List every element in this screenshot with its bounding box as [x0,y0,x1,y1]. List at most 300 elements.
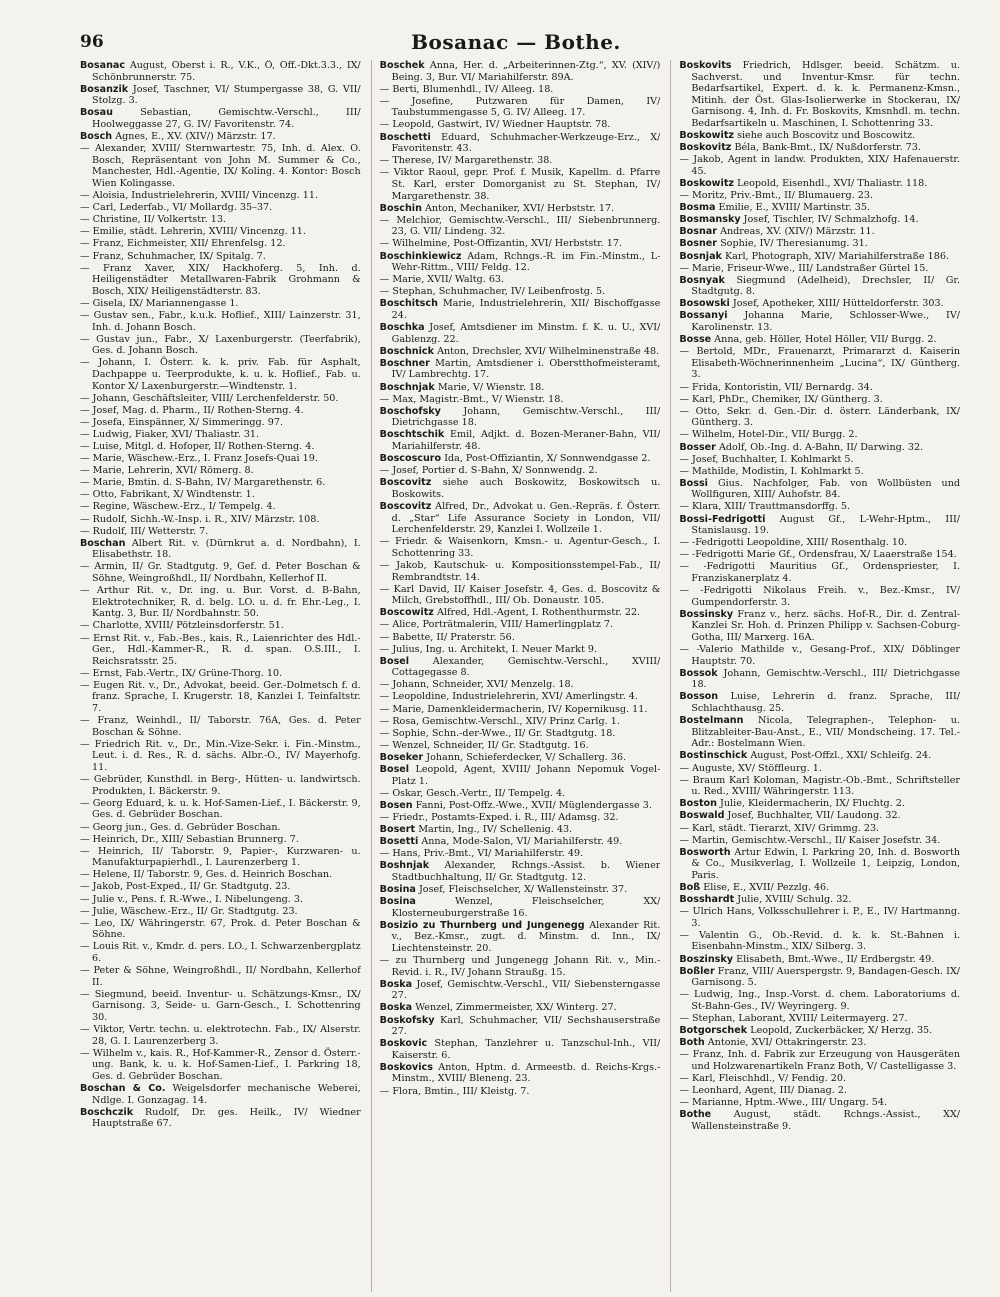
entry-text: — Ludwig, Fiaker, XVI/ Thaliastr. 31. [80,428,260,440]
entry-text: Josef, Tischler, IV/ Schmalzhofg. 14. [743,214,919,226]
directory-entry [80,881,361,893]
entry-text: Josef, Amtsdiener im Minstm. f. K. u. U., XVI/ Gablenzg. 22. [391,322,661,345]
directory-entry [679,930,960,953]
entry-text: Wenzel, Fleischselcher, XX/ Klosterneuburgerstraße 16. [391,896,661,919]
directory-entry [679,1025,960,1037]
entry-text: Stephan, Tanzlehrer u. Tanzschul-Inh., VII/ Kaiserstr. 6. [391,1038,661,1061]
directory-entry [80,989,361,1024]
directory-entry [80,798,361,821]
directory-entry [679,142,960,154]
directory-entry [679,954,960,966]
entry-text: Emilie, E., XVIII/ Martinstr. 35. [718,202,871,214]
entry-text: Béla, Bank-Bmt., IX/ Nußdorferstr. 73. [734,142,921,154]
directory-entry [380,632,661,644]
entry-text: — Louis Rit. v., Kmdr. d. pers. LO., I. Schwarzenbergplatz 6. [80,941,361,965]
entry-surname: Boßler [679,965,715,977]
entry-text: August, Post-Offzl., XXI/ Schleifg. 24. [750,750,932,762]
entry-surname: Bostinschick [679,750,748,762]
directory-entry [380,619,661,631]
entry-text: Friedrich, Hdlsger. beeid. Schätzm. u. Sachverst. und Inventur-Kmsr. für techn. Bedarfsartikel, Expert. d. k. k. Permanenz-Kmsn., Mitinh. der Öst. Glas-Isolierwerke in Stockerau, IX/ Garnisong. 4, Inh. d. Fr. Boskovits, Kmsnhdl. m. techn. Bedarfsartikeln u. Maschinen, I. Schottenring 33. [691,60,961,129]
entry-text: Karl, Photograph, XIV/ Mariahilferstraße 186. [725,250,950,262]
directory-entry [679,668,960,691]
directory-entry [80,906,361,918]
entry-text: Franz, VIII/ Auerspergstr. 9, Bandagen-Gesch. IX/ Garnisong. 5. [691,965,960,989]
entry-text: — Siegmund, beeid. Inventur- u. Schätzungs-Kmsr., IX/ Garnisong. 3, Seide- u. Garn-Gesch., I. Schottenring 30. [80,988,361,1023]
entry-text: — Auguste, XV/ Stöffleurg. 1. [679,762,822,774]
entry-text: — Josef, Mag. d. Pharm., II/ Rothen-Sterng. 4. [80,404,304,416]
directory-entry [80,514,361,526]
entry-surname: Boschner [379,357,430,369]
directory-entry [380,764,661,787]
directory-entry [80,429,361,441]
entry-text: — Rosa, Gemischtw.-Verschl., XIV/ Prinz Carlg. 1. [379,715,620,727]
entry-surname: Bosen [379,799,413,811]
entry-text: — Leopoldine, Industrielehrerin, XVI/ Amerlingstr. 4. [379,691,638,703]
directory-entry [80,668,361,680]
directory-entry [380,251,661,274]
entry-text: — Marie, Bmtin. d. S-Bahn, IV/ Margarethenstr. 6. [80,477,326,489]
directory-entry [380,656,661,679]
directory-entry [679,750,960,762]
directory-entry [679,251,960,263]
entry-text: Elise, E., XVII/ Pezzlg. 46. [703,881,830,893]
entry-text: — Franz, Eichmeister, XII/ Ehrenfelsg. 12. [80,238,286,250]
directory-entry [80,84,361,107]
entry-text: — Hans, Priv.-Bmt., VI/ Mariahilferstr. 49. [379,848,584,860]
entry-text: Anton, Drechsler, XVI/ Wilhelminenstraße 48. [437,345,660,357]
entry-text: — Wilhelmine, Post-Offizantin, XVI/ Herbststr. 17. [379,238,623,250]
directory-entry [679,1037,960,1049]
entry-text: Emil, Adjkt. d. Bozen-Meraner-Bahn, VII/ Mariahilferstr. 48. [391,429,661,452]
directory-entry [380,860,661,883]
entry-text: — Martin, Gemischtw.-Verschl., II/ Kaiser Josefstr. 34. [679,834,941,846]
directory-entry [380,84,661,96]
directory-entry [80,131,361,143]
directory-entry [80,251,361,263]
entry-surname: Bosel [379,655,410,667]
directory-entry [380,1038,661,1061]
directory-entry [679,763,960,775]
entry-surname: Boschan & Co. [80,1083,166,1095]
directory-entry [679,334,960,346]
directory-entry [80,143,361,189]
entry-text: Sophie, IV/ Theresianumg. 31. [720,238,868,250]
entry-text: Alexander, Gemischtw.-Verschl., XVIII/ Cottagegasse 8. [391,655,661,679]
entry-text: — Viktor Raoul, gepr. Prof. f. Musik, Kapellm. d. Pfarre St. Karl, erster Domorganist zu St. Stephan, IV/ Margarethenstr. 38. [379,167,661,202]
entry-surname: Bosnjak [679,250,722,262]
directory-entry [80,941,361,964]
entry-text: Albert Rit. v. (Dürnkrut a. d. Nordbahn), I. Elisabethstr. 18. [92,537,361,561]
directory-entry [80,869,361,881]
directory-entry [380,465,661,477]
directory-entry [679,60,960,130]
entry-text: — Stephan, Schuhmacher, IV/ Leibenfrostg. 5. [379,286,606,298]
entry-text: Anna, Mode-Salon, VI/ Mariahilferstr. 49. [421,836,623,848]
entry-text: August, Oberst i. R., V.K., Ö, Off.-Dkt.3.3., IX/ Schönbrunnerstr. 75. [92,60,361,83]
entry-surname: Boschetti [379,131,431,143]
entry-text: Sebastian, Gemischtw.-Verschl., III/ Hoolweggasse 27, G. IV/ Favoritenstr. 74. [92,107,361,130]
entry-text: — Rudolf, Sichh.-W.-Insp. i. R., XIV/ Märzstr. 108. [80,513,320,525]
directory-entry [380,691,661,703]
entry-text: — Wilhelm, Hotel-Dir., VII/ Burgg. 2. [679,429,858,441]
directory-entry [380,920,661,955]
entry-surname: Boskowitz [679,130,734,142]
entry-surname: Bosel [379,764,410,776]
entry-text: Anna, Her. d. „Arbeiterinnen-Ztg.“, XV. (XIV/) Being. 3, Bur. VI/ Mariahilferstr. 89A. [391,60,661,83]
directory-entry [380,1002,661,1014]
directory-entry [679,561,960,584]
directory-entry [380,96,661,119]
directory-entry [679,1109,960,1132]
directory-entry [679,178,960,190]
entry-text: Leopold, Eisenhdl., XVI/ Thaliastr. 118. [737,177,928,189]
entry-text: Marie, Industrielehrerin, XII/ Bischoffgasse 24. [391,298,661,321]
directory-entry [80,585,361,620]
entry-surname: Boschnick [379,345,434,357]
entry-surname: Bosert [379,824,416,835]
entry-text: — Babette, II/ Praterstr. 56. [379,631,515,643]
directory-entry [380,155,661,167]
entry-text: Josef, Taschner, VI/ Stumpergasse 38, G. VII/ Stolzg. 3. [92,83,361,107]
directory-entry [80,620,361,632]
entry-text: Julie, Kleidermacherin, IX/ Fluchtg. 2. [720,798,905,810]
entry-surname: Boston [679,798,717,810]
directory-entry [679,1013,960,1025]
directory-entry [380,728,661,740]
entry-surname: Bosch [80,131,113,143]
entry-text: — Christine, II/ Volkertstr. 13. [80,214,226,226]
entry-surname: Boskovits [679,60,732,71]
entry-surname: Bosina [379,883,416,895]
entry-text: Wenzel, Zimmermeister, XX/ Winterg. 27. [415,1002,617,1014]
directory-entry [679,644,960,667]
directory-entry [380,536,661,559]
entry-text: Josef, Buchhalter, VII/ Laudong. 32. [727,810,901,822]
directory-entry [80,538,361,561]
directory-entry [679,298,960,310]
directory-entry [80,965,361,988]
entry-surname: Bosnar [679,226,717,238]
directory-entry [380,132,661,155]
entry-text: Julie, XVIII/ Schulg. 32. [737,894,852,906]
directory-entry [679,835,960,847]
entry-surname: Boschtschik [379,429,445,441]
entry-text: — Marie, Damenkleidermacherin, IV/ Kopernikusg. 11. [379,703,648,715]
entry-text: Johann, Gemischtw.-Verschl., III/ Dietrichgasse 18. [391,405,661,429]
directory-entry [380,704,661,716]
directory-entry [80,918,361,941]
entry-surname: Boscoscuro [379,453,442,465]
directory-entry [80,1107,361,1130]
entry-surname: Bosmansky [679,214,741,226]
directory-entry [80,715,361,738]
entry-surname: Boskovics [379,1061,433,1073]
entry-text: — Ulrich Hans, Volksschullehrer i. P., E., IV/ Hartmanng. 3. [679,906,961,929]
directory-entry [380,238,661,250]
entry-text: — zu Thurnberg und Jungenegg Johann Rit. v., Min.-Revid. i. R., IV/ Johann Straußg. 15. [379,955,661,978]
entry-surname: Boseker [379,751,424,763]
entry-surname: Bosowski [679,298,730,310]
entry-text: Alexander Rit. v., Bez.-Kmsr., zugt. d. Minstm. d. Inn., IX/ Liechtensteinstr. 20. [391,919,661,954]
entry-surname: Boskovitz [679,142,732,154]
directory-entry [80,310,361,333]
entry-text: Luise, Lehrerin d. franz. Sprache, III/ Schlachthausg. 25. [691,691,960,715]
entry-surname: Bossi [679,477,708,489]
directory-entry [679,823,960,835]
entry-text: — Heinrich, Dr., XIII/ Sebastian Brunnerg. 7. [80,833,299,845]
entry-text: Elisabeth, Bmt.-Wwe., II/ Erdbergstr. 49. [736,953,935,965]
entry-text: — Karl, städt. Tierarzt, XIV/ Grimmg. 23. [679,822,880,834]
directory-entry [380,346,661,358]
entry-text: Alexander, Rchngs.-Assist. b. Wiener Stadtbuchhaltung, II/ Gr. Stadtgutg. 12. [391,860,661,883]
directory-entry [380,358,661,381]
entry-text: — Julie, Wäschew.-Erz., II/ Gr. Stadtgutg. 23. [80,905,298,917]
entry-text: siehe auch Boskowitz, Boskowitsch u. Boskowits. [391,477,661,500]
entry-text: Antonie, XVI/ Ottakringerstr. 23. [707,1037,867,1049]
directory-entry [80,894,361,906]
directory-entry [380,119,661,131]
directory-entry [679,214,960,226]
directory-entry [80,489,361,501]
directory-entry [80,846,361,869]
entry-text: Anna, geb. Höller, Hotel Höller, VII/ Burgg. 2. [714,334,937,346]
entry-text: — Franz Xaver, XIX/ Hackhoferg. 5, Inh. d. Heiligenstädter Metallwaren-Fabrik Grohmann & Bosch, XIX/ Heiligenstädterstr. 83. [80,262,361,297]
entry-surname: Bosina [379,896,416,908]
entry-text: Josef, Gemischtw.-Verschl., VII/ Siebensterngasse 27. [391,978,661,1002]
directory-entry [679,609,960,644]
entry-text: — Regine, Wäschew.-Erz., I/ Tempelg. 4. [80,501,276,513]
directory-entry [679,585,960,608]
directory-entry [380,286,661,298]
entry-text: — Franz, Schuhmacher, IX/ Spitalg. 7. [80,250,266,262]
directory-entry [80,334,361,357]
directory-entry [380,824,661,836]
directory-entry [679,894,960,906]
entry-surname: Bosizio zu Thurnberg und Jungenegg [379,919,585,931]
entry-text: — Braum Karl Koloman, Magistr.-Ob.-Bmt., Schriftsteller u. Red., XVIII/ Währingerstr. 113. [679,774,961,798]
directory-entry [80,107,361,130]
entry-text: Andreas, XV. (XIV/) Märzstr. 11. [720,226,875,238]
directory-entry [679,154,960,177]
entry-text: — Friedr., Postamts-Exped. i. R., III/ Adamsg. 32. [379,811,619,823]
directory-entry [380,848,661,860]
directory-entry [380,896,661,919]
directory-entry [679,382,960,394]
entry-text: August, städt. Rchngs.-Assist., XX/ Wallensteinstraße 9. [691,1109,961,1132]
directory-entry [80,739,361,774]
entry-text: — Marie, Wäschew.-Erz., I. Franz Josefs-Quai 19. [80,453,318,465]
entry-text: Rudolf, Dr. ges. Heilk., IV/ Wiedner Hauptstraße 67. [92,1106,361,1130]
entry-surname: Bostelmann [679,715,744,727]
directory-entry [380,644,661,656]
directory-entry [679,966,960,989]
directory-entry [380,167,661,202]
directory-entry [679,691,960,714]
directory-entry [80,357,361,392]
entry-text: — Gebrüder, Kunsthdl. in Berg-, Hütten- u. landwirtsch. Produkten, I. Bäckerstr. 9. [80,774,361,797]
entry-surname: Boschka [379,322,425,334]
entry-surname: Boschin [379,202,422,214]
entry-text: — Georg jun., Ges. d. Gebrüder Boschan. [80,821,281,833]
directory-entry [380,607,661,619]
entry-surname: Bosanac [80,60,126,71]
directory-entry [380,752,661,764]
directory-entry [679,501,960,513]
directory-entry [380,716,661,728]
directory-entry [679,442,960,454]
entry-text: — Leo, IX/ Währingerstr. 67, Prok. d. Peter Boschan & Söhne. [80,917,361,941]
directory-entry [679,1085,960,1097]
entry-surname: Bosser [679,441,716,453]
entry-text: — Gustav jun., Fabr., X/ Laxenburgerstr. (Teerfabrik), Ges. d. Johann Bosch. [80,333,361,357]
entry-text: — Julie v., Pens. f. R.-Wwe., I. Nibelungeng. 3. [80,893,304,905]
entry-text: — Berti, Blumenhdl., IV/ Alleeg. 18. [379,83,554,95]
entry-text: — Emilie, städt. Lehrerin, XVIII/ Vincenzg. 11. [80,226,306,238]
entry-surname: Both [679,1037,705,1049]
entry-text: — Ernst Rit. v., Fab.-Bes., kais. R., Laienrichter des Hdl.-Ger., Hdl.-Kammer-R., R. d. span. O.S.III., I. Reichsratsstr. 25. [80,632,361,667]
directory-entry [80,190,361,202]
directory-entry [679,429,960,441]
entry-surname: Boscovitz [379,500,432,512]
directory-entry [80,1024,361,1047]
entry-text: Eduard, Schuhmacher-Werkzeuge-Erz., X/ Favoritenstr. 43. [391,131,661,155]
entry-text: — Flora, Bmtin., III/ Kleistg. 7. [379,1085,530,1097]
entry-surname: Boskofsky [379,1014,435,1026]
directory-entry [80,393,361,405]
entry-text: — Wilhelm v., kais. R., Hof-Kammer-R., Zensor d. Österr.-ung. Bank, k. u. k. Hof-Samen-Lief., I. Parkring 18, Ges. d. Gebrüder Boschan. [80,1047,361,1082]
directory-entry [380,382,661,394]
directory-entry [380,1062,661,1085]
directory-entry [380,203,661,215]
entry-text: — Valentin G., Ob.-Revid. d. k. k. St.-Bahnen i. Eisenbahn-Minstm., XIX/ Silberg. 3. [679,929,961,953]
entry-surname: Bosworth [679,846,731,858]
entry-text: Johann, Schieferdecker, V/ Schallerg. 36. [426,751,627,763]
directory-entry [679,798,960,810]
entry-text: — -Fedrigotti Mauritius Gf., Ordenspriester, I. Franziskanerplatz 4. [679,561,961,585]
entry-surname: Bosner [679,238,718,250]
entry-text: — Wenzel, Schneider, II/ Gr. Stadtgutg. 16. [379,739,589,751]
entry-text: — Leopold, Gastwirt, IV/ Wiedner Hauptstr. 78. [379,119,611,131]
directory-entry [679,775,960,798]
entry-text: — Ernst, Fab.-Vertr., IX/ Grüne-Thorg. 10. [80,667,283,679]
entry-text: — Gustav sen., Fabr., k.u.k. Hoflief., XIII/ Lainzerstr. 31, Inh. d. Johann Bosch. [80,309,361,333]
entry-text: — Friedrich Rit. v., Dr., Min.-Vize-Sekr. i. Fin.-Minstm., Leut. i. d. Res., R. d. sächs. Albr.-O., IV/ Mayerhofg. 11. [80,738,361,774]
entry-text: — Aloisia, Industrielehrerin, XVIII/ Vincenzg. 11. [80,190,319,202]
directory-entry [380,800,661,812]
entry-text: Karl, Schuhmacher, VII/ Sechshauserstraße 27. [391,1014,661,1038]
entry-text: — Peter & Söhne, Weingroßhdl., II/ Nordbahn, Kellerhof II. [80,965,361,988]
entry-text: — Johann, Schneider, XVI/ Menzelg. 18. [379,679,574,691]
directory-entry [679,406,960,429]
entry-surname: Boskovic [379,1038,428,1050]
directory-entry [679,394,960,406]
directory-entry [679,906,960,929]
entry-text: — Franz, Weinhdl., II/ Taborstr. 76A, Ges. d. Peter Boschan & Söhne. [80,715,361,738]
entry-surname: Bosshardt [679,894,735,906]
entry-text: — Mathilde, Modistin, I. Kohlmarkt 5. [679,465,864,477]
column-right [670,60,960,1292]
directory-entry [679,226,960,238]
entry-text: — Johann, Geschäftsleiter, VIII/ Lerchenfelderstr. 50. [80,392,339,404]
directory-entry [80,774,361,797]
directory-entry [679,478,960,501]
entry-text: — Jakob, Kautschuk- u. Kompositionsstempel-Fab., II/ Rembrandtstr. 14. [379,559,661,583]
entry-surname: Bosse [679,334,712,346]
entry-text: Adam, Rchngs.-R. im Fin.-Minstm., L-Wehr-Rittm., VIII/ Feldg. 12. [391,250,661,274]
entry-text: — Heinrich, II/ Taborstr. 9, Papier-, Kurzwaren- u. Manufakturpapierhdl., I. Laurenzerberg 1. [80,845,361,869]
entry-text: Franz v., herz. sächs. Hof-R., Dir. d. Zentral-Kanzlei Sr. Hoh. d. Prinzen Philipp v. Sachsen-Coburg-Gotha, III/ Marxerg. 16A. [691,608,961,643]
entry-text: — Therese, IV/ Margarethenstr. 38. [379,155,553,167]
entry-text: Fanni, Post-Offz.-Wwe., XVII/ Müglendergasse 3. [415,799,652,811]
directory-entry [679,1073,960,1085]
entry-text: — Rudolf, III/ Wetterstr. 7. [80,525,209,537]
entry-text: Agnes, E., XV. (XIV/) Märzstr. 17. [115,131,276,143]
directory-entry [679,882,960,894]
entry-text: — Moritz, Priv.-Bmt., II/ Blumauerg. 23. [679,190,873,202]
entry-text: — Frida, Kontoristin, VII/ Bernardg. 34. [679,381,873,393]
entry-surname: Boschinkiewicz [379,250,462,262]
directory-entry [380,274,661,286]
entry-surname: Bosson [679,691,719,703]
directory-entry [679,514,960,537]
entry-text: Artur Edwin, I. Parkring 20, Inh. d. Bosworth & Co., Musikverlag, I. Wollzeile 1, Leipzig, London, Paris. [691,846,961,881]
entry-text: — Josef, Buchhalter, I. Kohlmarkt 5. [679,453,854,465]
directory-entry [679,537,960,549]
directory-entry [80,501,361,513]
entry-text: — Karl, Fleischhdl., V/ Fendig. 20. [679,1072,847,1084]
directory-entry [679,810,960,822]
entry-text: Anton, Hptm. d. Armeestb. d. Reichs-Krgs.-Minstm., XVIII/ Bleneng. 23. [391,1061,661,1085]
directory-entry [679,238,960,250]
entry-text: — -Valerio Mathilde v., Gesang-Prof., XIX/ Döblinger Hauptstr. 70. [679,644,961,667]
directory-entry [679,310,960,333]
directory-entry [80,214,361,226]
directory-entry [380,429,661,452]
entry-surname: Bosanzik [80,83,129,95]
directory-entry [679,202,960,214]
directory-entry [80,526,361,538]
entry-text: — Josefa, Einspänner, X/ Simmeringg. 97. [80,416,284,428]
entry-text: Alfred, Dr., Advokat u. Gen.-Repräs. f. Österr. d. „Star“ Life Assurance Society in London, VII/ Lerchenfelderstr. 29, Kanzlei I. Wollzeile 1. [391,500,661,536]
entry-text: — Friedr. & Waisenkorn, Kmsn.- u. Agentur-Gesch., I. Schottenring 33. [379,536,661,559]
directory-entry [80,441,361,453]
entry-text: — Oskar, Gesch.-Vertr., II/ Tempelg. 4. [379,787,566,799]
entry-text: — Klara, XIII/ Trauttmansdorffg. 5. [679,501,851,513]
directory-entry [679,466,960,478]
entry-text: Nicola, Telegraphen-, Telephon- u. Blitzableiter-Bau-Anst., E., VII/ Mondscheing. 17. Tel.-Adr.: Bostelmann Wien. [691,715,961,750]
directory-entry [679,989,960,1012]
entry-text: — Gisela, IX/ Mariannengasse 1. [80,297,239,309]
directory-entry [80,680,361,715]
entry-surname: Bosetti [379,836,419,848]
entry-text: — Franz, Inh. d. Fabrik zur Erzeugung von Hausgeräten und Holzwarenartikeln Franz Both, V/ Castelligasse 3. [679,1049,961,1072]
entry-text: Marie, V/ Wienstr. 18. [437,381,545,393]
entry-text: — Luise, Mitgl. d. Hofoper, II/ Rothen-Sterng. 4. [80,441,315,452]
directory-entry [380,740,661,752]
entry-text: — Otto, Fabrikant, X/ Windtenstr. 1. [80,489,255,501]
entry-surname: Boszinsky [679,953,734,965]
entry-surname: Boschnjak [379,381,435,393]
entry-text: — Arthur Rit. v., Dr. ing. u. Bur. Vorst. d. B-Bahn, Elektrotechniker, R. d. belg. LO. u. d. fr. Ehr.-Leg., I. Kantg. 3, Bur. II/ Nordbahnstr. 50. [80,585,361,620]
entry-text: — Karl David, II/ Kaiser Josefstr. 4, Ges. d. Boscovitz & Milch, Grebstoffhdl., III/ Ob. Donaustr. 105. [379,583,661,607]
entry-surname: Boschofsky [379,405,441,417]
entry-text: — Marianne, Hptm.-Wwe., III/ Ungarg. 54. [679,1097,888,1109]
directory-entry [679,130,960,142]
entry-text: — Alexander, XVIII/ Sternwartestr. 75, Inh. d. Alex. O. Bosch, Repräsentant von John M. Summer & Co., Manchester, Hdl.-Agentie, IX/ Koling. 4. Kontor: Bosch Wien Kolingasse. [80,143,361,189]
directory-entry [380,60,661,83]
entry-surname: Boschek [379,60,425,71]
entry-text: — Helene, II/ Taborstr. 9, Ges. d. Heinrich Boschan. [80,869,333,881]
